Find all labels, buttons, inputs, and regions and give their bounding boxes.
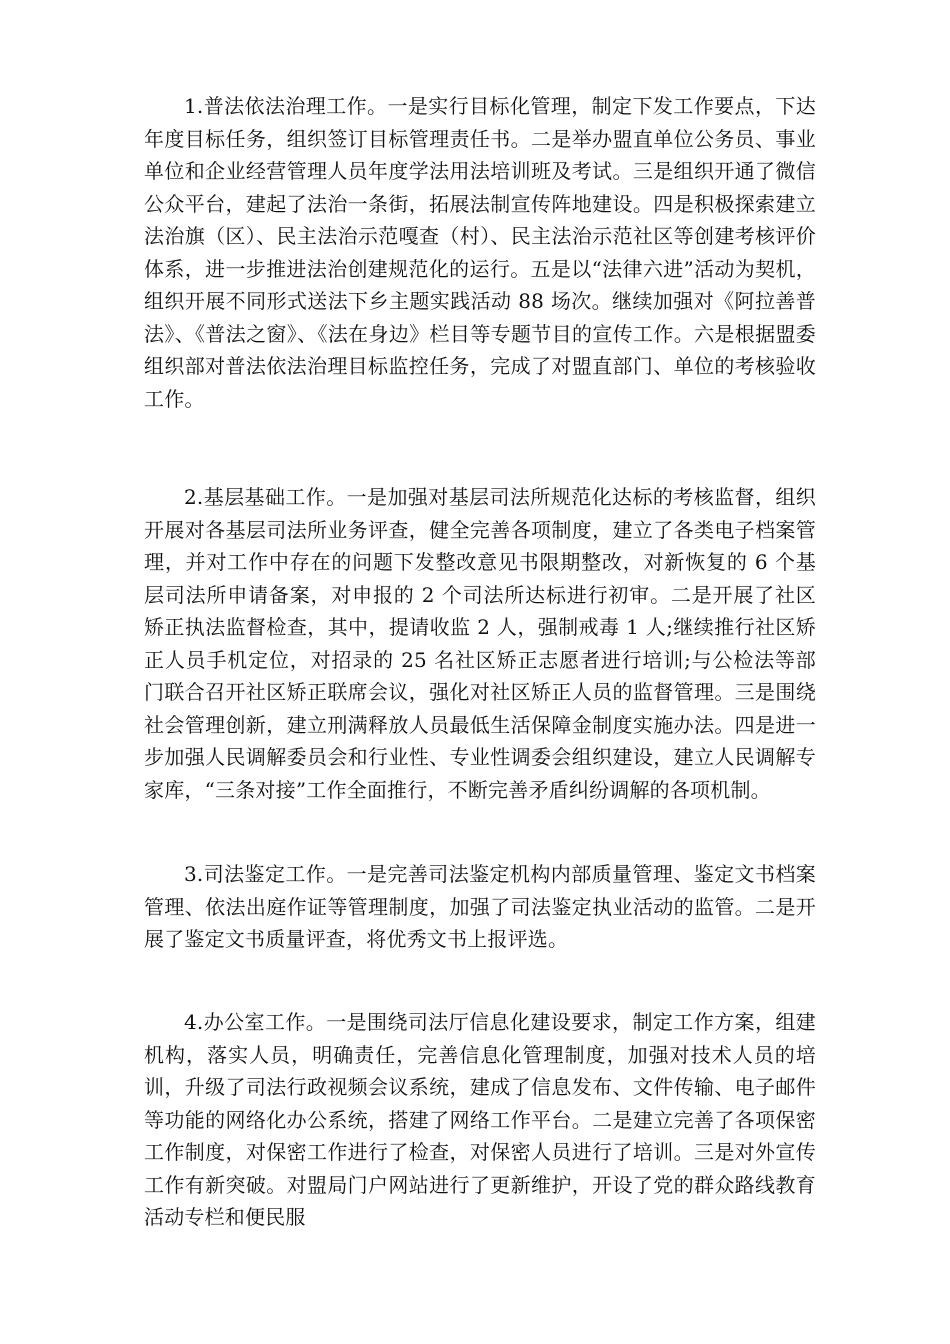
paragraph-law-popularization: 1.普法依法治理工作。一是实行目标化管理，制定下发工作要点，下达年度目标任务，组织签订目标管理责任书。二是举办盟直单位公务员、事业单位和企业经营管理人员年度学法用法培训班及考试。三是组织开通了微信公众平台，建起了法治一条街，拓展法制宣传阵地建设。四是积极探索建立法治旗（区）、民主法治示范嘎查（村）、民主法治示范社区等创建考核评价体系，进一步推进法治创建规范化的运行。五是以“法律六进”活动为契机，组织开展不同形式送法下乡主题实践活动 88 场次。继续加强对《阿拉善普法》、《普法之窗》、《法在身边》栏目等专题节目的宣传工作。六是根据盟委组织部对普法依法治理目标监控任务，完成了对盟直部门、单位的考核验收工作。 — [144, 94, 816, 411]
paragraph-judicial-appraisal: 3.司法鉴定工作。一是完善司法鉴定机构内部质量管理、鉴定文书档案管理、依法出庭作证等管理制度，加强了司法鉴定执业活动的监管。二是开展了鉴定文书质量评查，将优秀文书上报评选。 — [144, 862, 816, 951]
paragraph-office-work: 4.办公室工作。一是围绕司法厅信息化建设要求，制定工作方案，组建机构，落实人员，明确责任，完善信息化管理制度，加强对技术人员的培训，升级了司法行政视频会议系统，建成了信息发布、文件传输、电子邮件等功能的网络化办公系统，搭建了网络工作平台。二是建立完善了各项保密工作制度，对保密工作进行了检查，对保密人员进行了培训。三是对外宣传工作有新突破。对盟局门户网站进行了更新维护，开设了党的群众路线教育活动专栏和便民服 — [144, 1010, 816, 1229]
paragraph-grassroots-work: 2.基层基础工作。一是加强对基层司法所规范化达标的考核监督，组织开展对各基层司法所业务评查，健全完善各项制度，建立了各类电子档案管理，并对工作中存在的问题下发整改意见书限期整改，对新恢复的 6 个基层司法所申请备案，对申报的 2 个司法所达标进行初审。二是开展了社区矫正执法监督检查，其中，提请收监 2 人，强制戒毒 1 人;继续推行社区矫正人员手机定位，对招录的 25 名社区矫正志愿者进行培训;与公检法等部门联合召开社区矫正联席会议，强化对社区矫正人员的监督管理。三是围绕社会管理创新，建立刑满释放人员最低生活保障金制度实施办法。四是进一步加强人民调解委员会和行业性、专业性调委会组织建设，建立人民调解专家库，“三条对接”工作全面推行，不断完善矛盾纠纷调解的各项机制。 — [144, 485, 816, 802]
